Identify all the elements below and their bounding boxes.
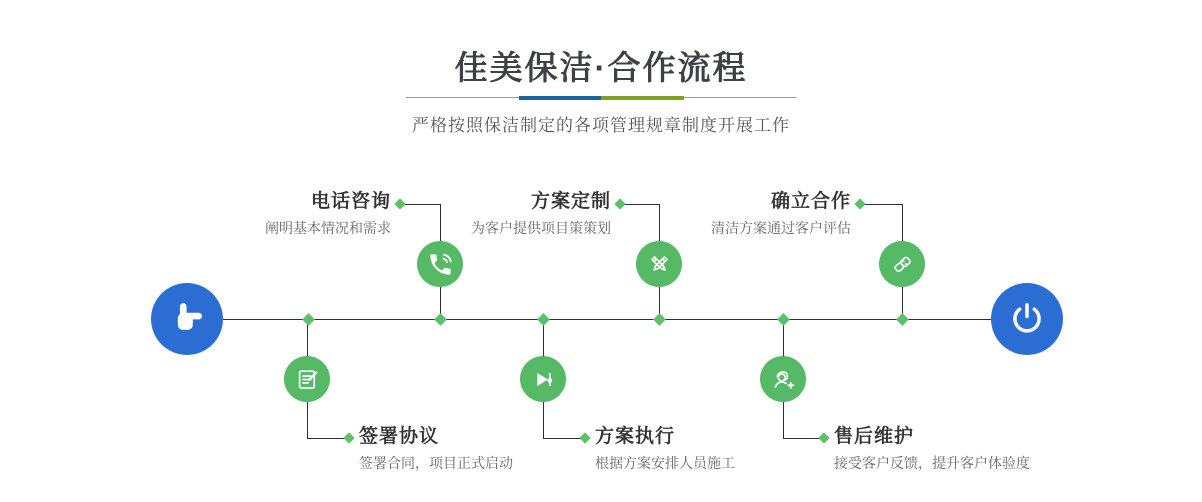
connector-line	[783, 438, 820, 439]
divider-gray-left	[406, 97, 519, 98]
handshake-icon	[889, 251, 916, 278]
junction-diamond	[434, 313, 447, 326]
step-node-pencils	[636, 241, 682, 287]
page-subtitle: 严格按照保洁制定的各项管理规章制度开展工作	[412, 116, 790, 135]
elbow-diamond	[614, 198, 625, 209]
divider-green-bar	[601, 96, 684, 100]
step-block-6	[834, 425, 1030, 473]
step-desc: 接受客户反馈，提升客户体验度	[834, 455, 1030, 471]
junction-diamond	[537, 313, 550, 326]
step-desc: 签署合同，项目正式启动	[359, 455, 513, 471]
step-title: 确立合作	[770, 191, 851, 212]
elbow-diamond	[579, 432, 590, 443]
step-desc: 为客户提供项目策策划	[471, 220, 611, 236]
step-title: 售后维护	[834, 426, 915, 447]
play-slider-icon	[530, 366, 557, 393]
junction-diamond	[302, 313, 315, 326]
connector-line	[307, 438, 345, 439]
connector-line	[622, 204, 659, 205]
step-node-handshake	[879, 241, 925, 287]
power-icon	[1007, 299, 1047, 339]
step-block-3	[711, 190, 851, 238]
elbow-diamond	[343, 432, 354, 443]
step-block-2	[471, 190, 611, 238]
step-node-document	[284, 356, 330, 402]
end-node	[991, 283, 1063, 355]
step-desc: 根据方案安排人员施工	[595, 455, 735, 471]
pencils-icon	[646, 251, 673, 278]
step-block-4	[359, 425, 513, 473]
headset-agent-icon	[770, 366, 797, 393]
pointing-hand-icon	[167, 299, 207, 339]
elbow-diamond	[394, 198, 405, 209]
divider-gray-right	[684, 97, 797, 98]
junction-diamond	[896, 313, 909, 326]
step-title: 签署协议	[359, 426, 440, 447]
main-timeline-line	[223, 319, 991, 320]
start-node	[151, 283, 223, 355]
step-block-5	[595, 425, 735, 473]
connector-line	[402, 204, 440, 205]
phone-icon	[427, 251, 454, 278]
elbow-diamond	[818, 432, 829, 443]
elbow-diamond	[854, 198, 865, 209]
step-node-headset	[760, 356, 806, 402]
document-pen-icon	[294, 366, 321, 393]
page-title: 佳美保洁·合作流程	[454, 49, 748, 86]
connector-line	[862, 204, 902, 205]
divider	[406, 95, 796, 100]
step-node-play	[520, 356, 566, 402]
step-title: 方案定制	[530, 191, 611, 212]
junction-diamond	[653, 313, 666, 326]
divider-blue-bar	[519, 96, 601, 100]
step-block-1	[265, 190, 391, 238]
step-title: 方案执行	[595, 426, 676, 447]
step-node-phone	[417, 241, 463, 287]
step-desc: 清洁方案通过客户评估	[711, 220, 851, 236]
junction-diamond	[777, 313, 790, 326]
step-desc: 阐明基本情况和需求	[265, 220, 391, 236]
connector-line	[543, 438, 581, 439]
step-title: 电话咨询	[310, 191, 391, 212]
